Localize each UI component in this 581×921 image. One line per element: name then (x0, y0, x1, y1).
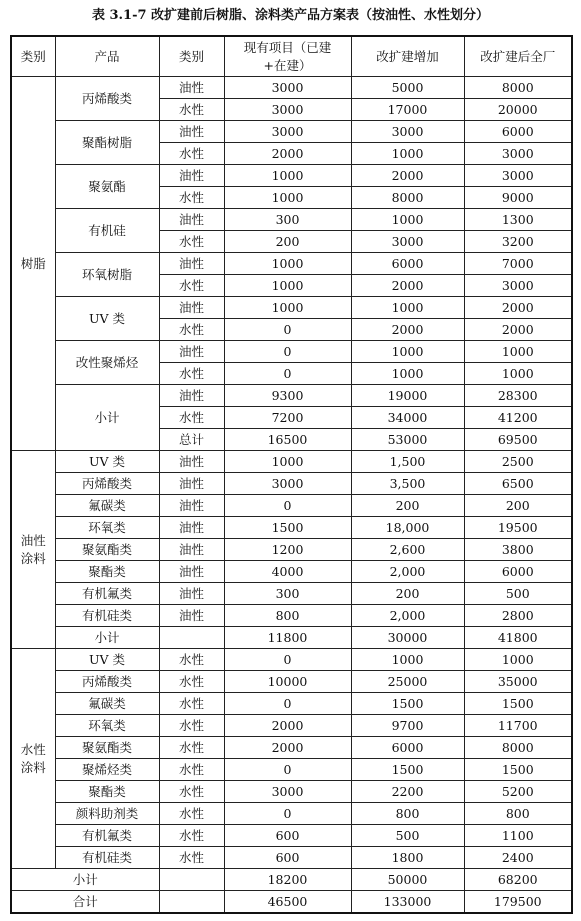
added-cell: 5000 (351, 77, 464, 99)
type-cell: 油性 (159, 605, 224, 627)
type-cell (159, 627, 224, 649)
after-cell: 2000 (464, 297, 572, 319)
product-cell: 小计 (55, 627, 159, 649)
after-cell: 8000 (464, 737, 572, 759)
type-cell: 水性 (159, 363, 224, 385)
summary-label: 合计 (11, 891, 159, 914)
after-cell: 200 (464, 495, 572, 517)
added-cell: 2,000 (351, 561, 464, 583)
table-row (11, 539, 572, 561)
product-cell: 有机硅 (55, 209, 159, 253)
table-row (11, 715, 572, 737)
table-row (11, 517, 572, 539)
product-cell: 聚酯树脂 (55, 121, 159, 165)
existing-cell: 11800 (224, 627, 351, 649)
added-cell: 2000 (351, 165, 464, 187)
type-cell: 油性 (159, 165, 224, 187)
existing-cell: 800 (224, 605, 351, 627)
added-cell: 500 (351, 825, 464, 847)
product-cell: 氟碳类 (55, 495, 159, 517)
product-cell: 聚氨酯类 (55, 539, 159, 561)
summary-label: 小计 (11, 869, 159, 891)
product-cell: 聚酯类 (55, 561, 159, 583)
table-title: 表 3.1-7 改扩建前后树脂、涂料类产品方案表（按油性、水性划分） (91, 8, 490, 23)
type-cell: 水性 (159, 737, 224, 759)
after-cell: 6000 (464, 121, 572, 143)
after-cell: 6500 (464, 473, 572, 495)
table-row (11, 495, 572, 517)
type-cell: 水性 (159, 759, 224, 781)
header-added: 改扩建增加 (351, 36, 464, 77)
after-cell: 3000 (464, 143, 572, 165)
type-cell: 油性 (159, 539, 224, 561)
table-row (11, 649, 572, 671)
product-cell: 聚氨酯类 (55, 737, 159, 759)
type-cell: 水性 (159, 693, 224, 715)
product-cell: 聚烯烃类 (55, 759, 159, 781)
product-cell: UV 类 (55, 451, 159, 473)
product-cell: 有机硅类 (55, 847, 159, 869)
type-cell: 油性 (159, 495, 224, 517)
added-cell: 1000 (351, 341, 464, 363)
type-cell: 油性 (159, 561, 224, 583)
table-row (11, 473, 572, 495)
after-cell: 1300 (464, 209, 572, 231)
type-cell: 油性 (159, 77, 224, 99)
added-cell: 34000 (351, 407, 464, 429)
existing-cell: 200 (224, 231, 351, 253)
existing-cell: 1000 (224, 275, 351, 297)
after-cell: 1000 (464, 363, 572, 385)
after-cell: 1500 (464, 693, 572, 715)
added-cell: 18,000 (351, 517, 464, 539)
added-cell: 800 (351, 803, 464, 825)
existing-cell: 1000 (224, 297, 351, 319)
type-cell: 油性 (159, 451, 224, 473)
product-table (10, 35, 573, 914)
added-cell: 1000 (351, 297, 464, 319)
existing-cell: 300 (224, 209, 351, 231)
table-row (11, 891, 572, 914)
after-cell: 3800 (464, 539, 572, 561)
type-cell: 油性 (159, 517, 224, 539)
existing-cell: 1000 (224, 253, 351, 275)
existing-cell: 600 (224, 847, 351, 869)
added-cell: 1000 (351, 209, 464, 231)
product-cell: UV 类 (55, 297, 159, 341)
table-row (11, 847, 572, 869)
type-cell: 油性 (159, 341, 224, 363)
type-cell: 水性 (159, 319, 224, 341)
table-row (11, 781, 572, 803)
type-cell: 油性 (159, 253, 224, 275)
product-cell: UV 类 (55, 649, 159, 671)
added-cell: 2,000 (351, 605, 464, 627)
added-cell: 8000 (351, 187, 464, 209)
existing-cell: 0 (224, 649, 351, 671)
product-cell: 环氧树脂 (55, 253, 159, 297)
existing-cell: 0 (224, 341, 351, 363)
existing-cell: 1500 (224, 517, 351, 539)
existing-cell: 18200 (224, 869, 351, 891)
existing-cell: 10000 (224, 671, 351, 693)
table-row (11, 341, 572, 363)
type-cell: 油性 (159, 385, 224, 407)
product-cell: 氟碳类 (55, 693, 159, 715)
existing-cell: 600 (224, 825, 351, 847)
after-cell: 3000 (464, 275, 572, 297)
table-row (11, 121, 572, 143)
table-row (11, 165, 572, 187)
table-row (11, 561, 572, 583)
product-cell: 有机氟类 (55, 825, 159, 847)
added-cell: 1500 (351, 759, 464, 781)
table-row (11, 759, 572, 781)
added-cell: 200 (351, 495, 464, 517)
after-cell: 5200 (464, 781, 572, 803)
added-cell: 2200 (351, 781, 464, 803)
existing-cell: 0 (224, 803, 351, 825)
type-cell: 水性 (159, 825, 224, 847)
resin-group-label: 树脂 (11, 77, 55, 451)
type-cell: 水性 (159, 781, 224, 803)
product-cell: 丙烯酸类 (55, 473, 159, 495)
product-cell: 颜料助剂类 (55, 803, 159, 825)
added-cell: 2000 (351, 275, 464, 297)
after-cell: 2400 (464, 847, 572, 869)
table-row (11, 605, 572, 627)
type-cell: 水性 (159, 671, 224, 693)
existing-cell: 0 (224, 759, 351, 781)
added-cell: 50000 (351, 869, 464, 891)
added-cell: 9700 (351, 715, 464, 737)
after-cell: 3000 (464, 165, 572, 187)
added-cell: 2,600 (351, 539, 464, 561)
existing-cell: 1000 (224, 165, 351, 187)
after-cell: 2000 (464, 319, 572, 341)
after-cell: 1000 (464, 341, 572, 363)
after-cell: 800 (464, 803, 572, 825)
after-cell: 1500 (464, 759, 572, 781)
after-cell: 69500 (464, 429, 572, 451)
table-row (11, 297, 572, 319)
added-cell: 200 (351, 583, 464, 605)
existing-cell: 3000 (224, 77, 351, 99)
existing-cell: 0 (224, 319, 351, 341)
table-row (11, 583, 572, 605)
product-cell: 丙烯酸类 (55, 77, 159, 121)
type-cell: 油性 (159, 583, 224, 605)
type-cell: 水性 (159, 715, 224, 737)
existing-cell: 1000 (224, 451, 351, 473)
after-cell: 3200 (464, 231, 572, 253)
added-cell: 53000 (351, 429, 464, 451)
type-cell: 水性 (159, 275, 224, 297)
added-cell: 3000 (351, 231, 464, 253)
existing-cell: 3000 (224, 99, 351, 121)
existing-cell: 0 (224, 363, 351, 385)
after-cell: 7000 (464, 253, 572, 275)
after-cell: 500 (464, 583, 572, 605)
table-row (11, 209, 572, 231)
header-after: 改扩建后全厂 (464, 36, 572, 77)
added-cell: 17000 (351, 99, 464, 121)
oil-coating-group-label: 油性涂料 (11, 451, 55, 649)
existing-cell: 300 (224, 583, 351, 605)
table-row (11, 803, 572, 825)
after-cell: 41800 (464, 627, 572, 649)
added-cell: 1000 (351, 363, 464, 385)
type-cell: 油性 (159, 473, 224, 495)
table-row (11, 77, 572, 99)
after-cell: 6000 (464, 561, 572, 583)
added-cell: 1000 (351, 143, 464, 165)
existing-cell: 0 (224, 693, 351, 715)
header-type: 类别 (159, 36, 224, 77)
added-cell: 2000 (351, 319, 464, 341)
table-row (11, 869, 572, 891)
existing-cell: 7200 (224, 407, 351, 429)
added-cell: 3,500 (351, 473, 464, 495)
product-cell: 丙烯酸类 (55, 671, 159, 693)
table-row (11, 627, 572, 649)
type-cell: 水性 (159, 803, 224, 825)
type-cell: 总计 (159, 429, 224, 451)
existing-cell: 1200 (224, 539, 351, 561)
after-cell: 11700 (464, 715, 572, 737)
after-cell: 1100 (464, 825, 572, 847)
existing-cell: 1000 (224, 187, 351, 209)
after-cell: 2500 (464, 451, 572, 473)
after-cell: 2800 (464, 605, 572, 627)
existing-cell: 3000 (224, 473, 351, 495)
product-cell: 环氧类 (55, 517, 159, 539)
existing-cell: 0 (224, 495, 351, 517)
product-cell: 环氧类 (55, 715, 159, 737)
added-cell: 1500 (351, 693, 464, 715)
added-cell: 30000 (351, 627, 464, 649)
product-cell: 聚酯类 (55, 781, 159, 803)
after-cell: 20000 (464, 99, 572, 121)
type-cell: 油性 (159, 297, 224, 319)
product-cell: 改性聚烯烃 (55, 341, 159, 385)
water-coating-group-label: 水性涂料 (11, 649, 55, 869)
table-row (11, 737, 572, 759)
added-cell: 6000 (351, 737, 464, 759)
table-row (11, 253, 572, 275)
added-cell: 133000 (351, 891, 464, 914)
after-cell: 179500 (464, 891, 572, 914)
existing-cell: 9300 (224, 385, 351, 407)
header-row (11, 36, 572, 77)
added-cell: 6000 (351, 253, 464, 275)
after-cell: 1000 (464, 649, 572, 671)
table-row (11, 451, 572, 473)
type-cell: 水性 (159, 99, 224, 121)
table-row (11, 825, 572, 847)
added-cell: 19000 (351, 385, 464, 407)
after-cell: 41200 (464, 407, 572, 429)
product-cell: 有机氟类 (55, 583, 159, 605)
type-cell: 水性 (159, 143, 224, 165)
existing-cell: 2000 (224, 737, 351, 759)
product-cell: 小计 (55, 385, 159, 451)
type-cell (159, 891, 224, 914)
type-cell: 水性 (159, 847, 224, 869)
after-cell: 8000 (464, 77, 572, 99)
table-row (11, 693, 572, 715)
product-cell: 有机硅类 (55, 605, 159, 627)
table-row (11, 671, 572, 693)
added-cell: 1,500 (351, 451, 464, 473)
added-cell: 1800 (351, 847, 464, 869)
existing-cell: 16500 (224, 429, 351, 451)
added-cell: 3000 (351, 121, 464, 143)
type-cell (159, 869, 224, 891)
after-cell: 68200 (464, 869, 572, 891)
table-row (11, 385, 572, 407)
after-cell: 28300 (464, 385, 572, 407)
type-cell: 水性 (159, 231, 224, 253)
existing-cell: 2000 (224, 143, 351, 165)
existing-cell: 3000 (224, 781, 351, 803)
type-cell: 水性 (159, 407, 224, 429)
header-existing: 现有项目（已建+在建） (224, 36, 351, 77)
type-cell: 油性 (159, 121, 224, 143)
existing-cell: 3000 (224, 121, 351, 143)
added-cell: 1000 (351, 649, 464, 671)
header-product: 产品 (55, 36, 159, 77)
added-cell: 25000 (351, 671, 464, 693)
existing-cell: 46500 (224, 891, 351, 914)
existing-cell: 2000 (224, 715, 351, 737)
existing-cell: 4000 (224, 561, 351, 583)
after-cell: 35000 (464, 671, 572, 693)
after-cell: 19500 (464, 517, 572, 539)
type-cell: 油性 (159, 209, 224, 231)
header-category: 类别 (11, 36, 55, 77)
product-cell: 聚氨酯 (55, 165, 159, 209)
type-cell: 水性 (159, 649, 224, 671)
type-cell: 水性 (159, 187, 224, 209)
after-cell: 9000 (464, 187, 572, 209)
